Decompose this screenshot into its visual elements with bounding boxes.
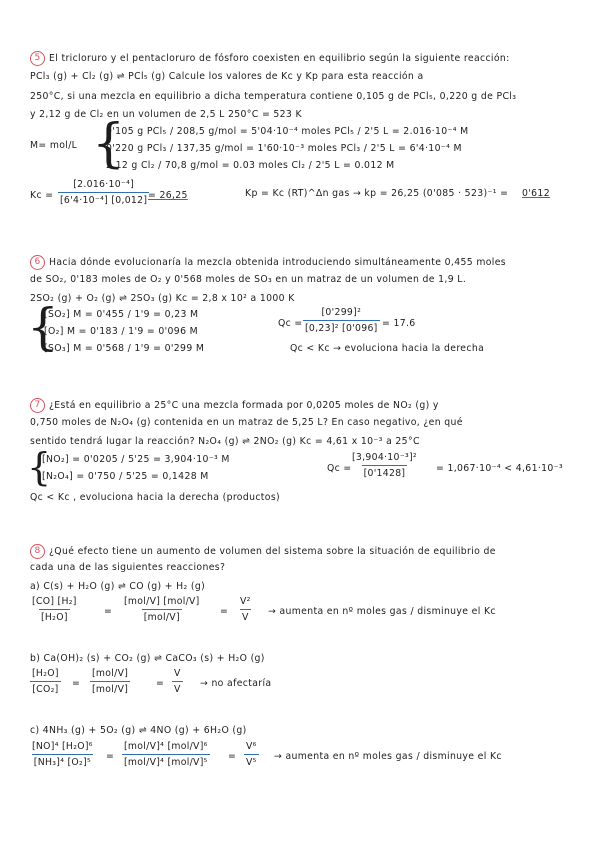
p5-statement-1: El tricloruro y el pentacloruro de fósforo coexisten en equilibrio según la siguiente reacción:	[49, 53, 510, 64]
p6-brace: {	[27, 298, 59, 356]
p5-brace: {	[92, 114, 126, 174]
p8a-equals-2: =	[220, 606, 229, 617]
p8b-f2-denominator: [mol/V]	[90, 681, 130, 695]
p8a-f1-denominator: [H₂O]	[39, 609, 70, 623]
p5-calc-2: 0'220 g PCl₃ / 137,35 g/mol = 1'60·10⁻³ moles PCl₃ / 2'5 L = 6'4·10⁻⁴ M	[106, 143, 462, 154]
p8b-equals-1: =	[72, 678, 81, 689]
p6-statement-1: Hacia dónde evolucionaría la mezcla obtenida introduciendo simultáneamente 0,455 moles	[49, 257, 506, 268]
p8c-equals-1: =	[106, 751, 115, 762]
p7-number-badge: 7	[30, 398, 45, 413]
p7-brace: {	[27, 445, 52, 489]
p7-conclusion: Qc < Kc , evoluciona hacia la derecha (productos)	[30, 492, 280, 503]
p8a-fraction-3	[238, 596, 253, 623]
p6-line-2: de SO₂, 0'183 moles de O₂ y 0'568 moles de SO₃ en un matraz de un volumen de 1,9 L.	[30, 274, 467, 285]
p8a-result: → aumenta en nº moles gas / disminuye el Kc	[268, 606, 496, 617]
p6-calc-3: [SO₃] M = 0'568 / 1'9 = 0'299 M	[44, 343, 205, 354]
p8c-f1-numerator: [NO]⁴ [H₂O]⁶	[32, 741, 93, 752]
p5-kc-denominator: [6'4·10⁻⁴] [0,012]	[58, 192, 149, 206]
p7-calc-2: [N₂O₄] = 0'750 / 5'25 = 0,1428 M	[42, 471, 209, 482]
p8a-f2-numerator: [mol/V] [mol/V]	[124, 596, 200, 607]
p8b-f3-denominator: V	[172, 681, 183, 695]
p6-qc-fraction	[303, 307, 380, 334]
p8c-f2-denominator: [mol/V]⁴ [mol/V]⁵	[122, 754, 210, 768]
p6-line-1	[30, 255, 506, 270]
p5-calc-3: 2,12 g Cl₂ / 70,8 g/mol = 0.03 moles Cl₂ / 2'5 L = 0.012 M	[106, 160, 395, 171]
p8a-f1-numerator: [CO] [H₂]	[32, 596, 77, 607]
p7-qc-numerator: [3,904·10⁻³]²	[352, 452, 417, 463]
p8c-f3-numerator: V⁶	[246, 741, 257, 752]
p6-conclusion: Qc < Kc → evoluciona hacia la derecha	[290, 343, 485, 354]
p8b-f3-numerator: V	[174, 668, 181, 679]
p6-qc-label: Qc =	[278, 318, 303, 329]
p6-calc-2: [O₂] M = 0'183 / 1'9 = 0'096 M	[44, 326, 199, 337]
p8b-fraction-1	[30, 668, 61, 695]
p8c-f3-denominator: V⁵	[244, 754, 259, 768]
p8a-equals-1: =	[104, 606, 113, 617]
p5-line-1	[30, 51, 510, 66]
p8c-fraction-3	[244, 741, 259, 768]
p5-kp-result: 0'612	[522, 188, 550, 199]
p5-kc-label: Kc =	[30, 190, 54, 201]
p8a-f3-denominator: V	[240, 609, 251, 623]
p5-molarity-label: M= mol/L	[30, 140, 78, 151]
p5-line-2: PCl₃ (g) + Cl₂ (g) ⇌ PCl₅ (g) Calcule los valores de Kc y Kp para esta reacción a	[30, 71, 424, 82]
p8b-fraction-3	[172, 668, 183, 695]
p8c-f1-denominator: [NH₃]⁴ [O₂]⁵	[32, 754, 93, 768]
p7-line-3: sentido tendrá lugar la reacción? N₂O₄ (g) ⇌ 2NO₂ (g) Kc = 4,61 x 10⁻³ a 25°C	[30, 436, 420, 447]
p7-qc-result: = 1,067·10⁻⁴ < 4,61·10⁻³	[436, 463, 563, 474]
p6-line-3: 2SO₂ (g) + O₂ (g) ⇌ 2SO₃ (g) Kc = 2,8 x 10² a 1000 K	[30, 293, 295, 304]
p7-statement-1: ¿Está en equilibrio a 25°C una mezcla formada por 0,0205 moles de NO₂ (g) y	[49, 400, 439, 411]
p5-calc-1: 0'105 g PCl₅ / 208,5 g/mol = 5'04·10⁻⁴ moles PCl₅ / 2'5 L = 2.016·10⁻⁴ M	[106, 126, 469, 137]
p8b-result: → no afectaría	[200, 678, 272, 689]
p7-qc-label: Qc =	[327, 463, 352, 474]
p6-calc-1: [SO₂] M = 0'455 / 1'9 = 0,23 M	[44, 309, 199, 320]
p8b-f2-numerator: [mol/V]	[92, 668, 129, 679]
p7-qc-fraction	[350, 452, 419, 479]
p8b-equals-2: =	[156, 678, 165, 689]
p8c-result: → aumenta en nº moles gas / disminuye el Kc	[274, 751, 502, 762]
p7-calc-1: [NO₂] = 0'0205 / 5'25 = 3,904·10⁻³ M	[42, 454, 230, 465]
p8-statement-1: ¿Qué efecto tiene un aumento de volumen del sistema sobre la situación de equilibrio de	[49, 546, 496, 557]
p6-qc-denominator: [0,23]² [0'096]	[303, 320, 380, 334]
p6-qc-numerator: [0'299]²	[321, 307, 362, 318]
p5-number-badge: 5	[30, 51, 45, 66]
p8b-f1-numerator: [H₂O]	[32, 668, 59, 679]
p8-line-2: cada una de las siguientes reacciones?	[30, 562, 226, 573]
p5-line-3: 250°C, si una mezcla en equilibrio a dicha temperatura contiene 0,105 g de PCl₅, 0,220 g de PCl₃	[30, 91, 517, 102]
p8c-fraction-1	[30, 741, 95, 768]
p6-number-badge: 6	[30, 255, 45, 270]
p7-qc-denominator: [0'1428]	[362, 465, 408, 479]
p8c-f2-numerator: [mol/V]⁴ [mol/V]⁶	[124, 741, 208, 752]
p8a-equation: a) C(s) + H₂O (g) ⇌ CO (g) + H₂ (g)	[30, 581, 206, 592]
p5-kc-result: = 26,25	[148, 190, 188, 201]
p8a-f3-numerator: V²	[240, 596, 251, 607]
p8b-fraction-2	[90, 668, 130, 695]
p6-qc-result: = 17.6	[382, 318, 416, 329]
p8c-equals-2: =	[228, 751, 237, 762]
p8-line-1	[30, 544, 496, 559]
p7-line-2: 0,750 moles de N₂O₄ (g) contenida en un matraz de 5,25 L? En caso negativo, ¿en qué	[30, 417, 463, 428]
p8b-equation: b) Ca(OH)₂ (s) + CO₂ (g) ⇌ CaCO₃ (s) + H₂O (g)	[30, 653, 265, 664]
p8b-f1-denominator: [CO₂]	[30, 681, 60, 695]
p5-kp-expression: Kp = Kc (RT)^Δn gas → kp = 26,25 (0'085 · 523)⁻¹ =	[245, 188, 509, 199]
p5-kc-numerator: [2.016·10⁻⁴]	[73, 179, 135, 190]
p8a-f2-denominator: [mol/V]	[142, 609, 182, 623]
p5-kc-fraction	[58, 179, 149, 206]
p5-line-4: y 2,12 g de Cl₂ en un volumen de 2,5 L 250°C = 523 K	[30, 109, 302, 120]
p8a-fraction-1	[30, 596, 79, 623]
p8a-fraction-2	[122, 596, 202, 623]
p8c-equation: c) 4NH₃ (g) + 5O₂ (g) ⇌ 4NO (g) + 6H₂O (g)	[30, 725, 247, 736]
p8-number-badge: 8	[30, 544, 45, 559]
p8c-fraction-2	[122, 741, 210, 768]
p7-line-1	[30, 398, 439, 413]
